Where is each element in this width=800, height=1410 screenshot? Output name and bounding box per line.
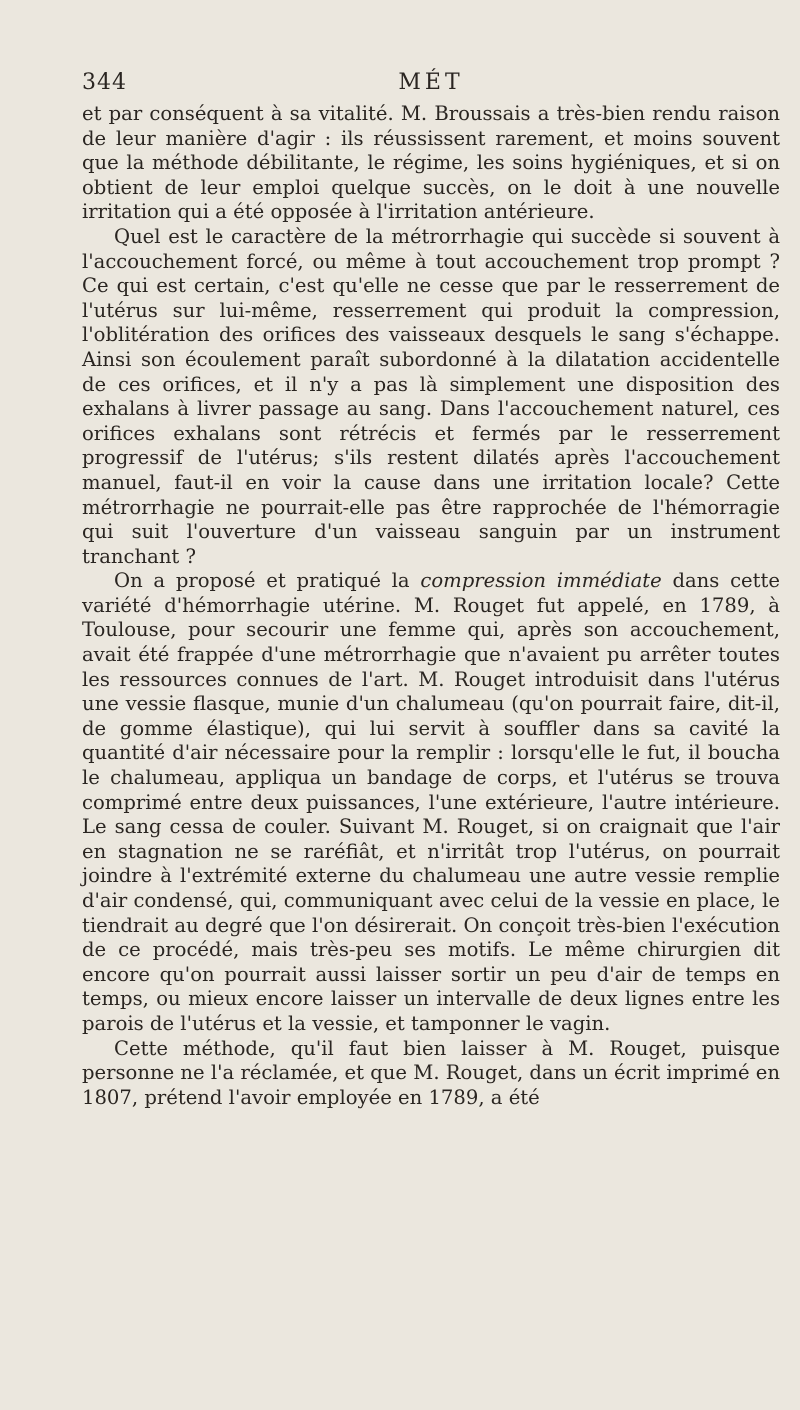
paragraph-method-attribution: Cette méthode, qu'il faut bien laisser à M. Rouget, puisque personne ne l'a réclamée, et que M. Rouget, dans un écrit imprimé en 1807, prétend l'avoir employée en 1789, a été — [82, 1036, 780, 1109]
body-text — [82, 102, 780, 1110]
running-head: MÉT — [398, 70, 464, 95]
paragraph-continued: et par conséquent à sa vitalité. M. Broussais a très-bien rendu raison de leur manière d'agir : ils réussissent rarement, et moins souvent que la méthode débilitante, le régime, les soins hygiéniques, et si on obtient de leur emploi quelque succès, on le doit à une nouvelle irritation qui a été opposée à l'irritation antérieure. — [82, 102, 780, 224]
page-header — [82, 66, 780, 102]
paragraph-metrorrhagia-question: Quel est le caractère de la métrorrhagie qui succède si souvent à l'accouchement forcé, ou même à tout accouchement trop prompt ? Ce qui est certain, c'est qu'elle ne cesse que par le resserrement de l'utérus sur lui-même, resserrement qui produit la compression, l'oblitération des orifices des vaisseaux desquels le sang s'échappe. Ainsi son écoulement paraît subordonné à la dilatation accidentelle de ces orifices, et il n'y a pas là simplement une disposition des exhalans à livrer passage au sang. Dans l'accouchement naturel, ces orifices exhalans sont rétrécis et fermés par le resserrement progressif de l'utérus; s'ils restent dilatés après l'accouchement manuel, faut-il en voir la cause dans une irritation locale? Cette métrorrhagie ne pourrait-elle pas être rapprochée de l'hémorragie qui suit l'ouverture d'un vaisseau sanguin par un instrument tranchant ? — [82, 224, 780, 568]
paragraph-text-start: On a proposé et pratiqué la — [114, 569, 421, 593]
paragraph-text-end: dans cette variété d'hémorrhagie utérine. M. Rouget fut appelé, en 1789, à Toulouse, pour secourir une femme qui, après son accouchement, avait été frappée d'une métrorrhagie que n'avaient pu arrêter toutes les ressources connues de l'art. M. Rouget introduisit dans l'utérus une vessie flasque, munie d'un chalumeau (qu'on pourrait faire, dit-il, de gomme élastique), qui lui servit à souffler dans sa cavité la quantité d'air nécessaire pour la remplir : lorsqu'elle le fut, il boucha le chalumeau, appliqua un bandage de corps, et l'utérus se trouva comprimé entre deux puissances, l'une extérieure, l'autre intérieure. Le sang cessa de couler. Suivant M. Rouget, si on craignait que l'air en stagnation ne se raréfiât, et n'irritât trop l'utérus, on pourrait joindre à l'extrémité externe du chalumeau une autre vessie remplie d'air condensé, qui, communiquant avec celui de la vessie en place, le tiendrait au degré que l'on désirerait. On conçoit très-bien l'exécution de ce procédé, mais très-peu ses motifs. Le même chirurgien dit encore qu'on pourrait aussi laisser sortir un peu d'air de temps en temps, ou mieux encore laisser un intervalle de deux lignes entre les parois de l'utérus et la vessie, et tamponner le vagin. — [82, 569, 780, 1035]
page-number: 344 — [82, 70, 127, 95]
paragraph-compression-method — [82, 569, 780, 1036]
italic-term: compression immédiate — [420, 569, 662, 593]
